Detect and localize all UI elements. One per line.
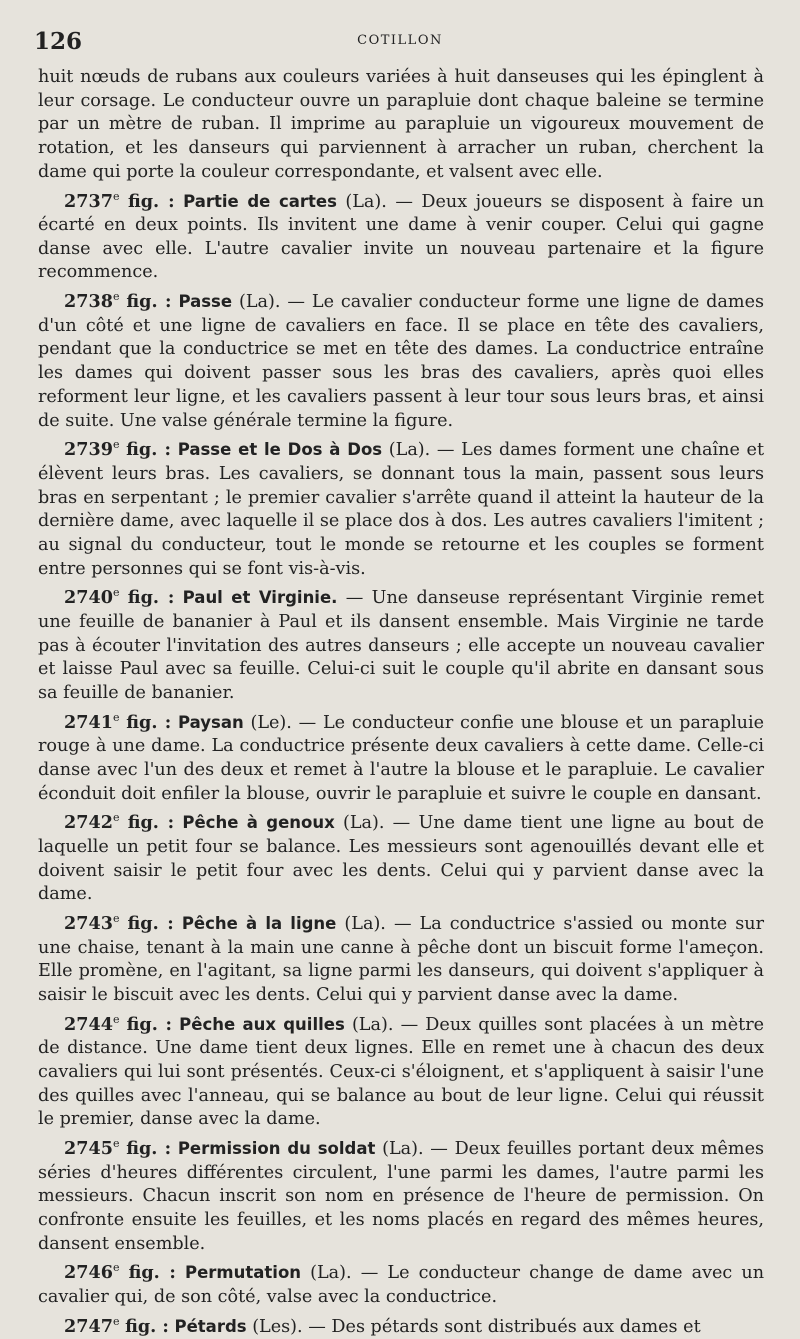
entry-2747: [38, 1310, 764, 1339]
entry-2738: [38, 285, 764, 433]
entry-number: 2739: [64, 439, 113, 461]
entry-2742: [38, 806, 764, 907]
entry-ordinal-suffix: e: [112, 1261, 120, 1275]
entry-number: 2738: [64, 291, 113, 313]
entry-fig-label: fig. :: [127, 190, 175, 212]
entry-title: Passe: [178, 292, 233, 312]
entry-text: — Des pétards sont distribués aux dames et: [308, 1316, 701, 1337]
entry-ordinal-suffix: e: [112, 438, 120, 452]
entry-2739: [38, 433, 764, 581]
entry-title: Permission du soldat: [177, 1138, 376, 1158]
entry-title: Paysan: [177, 712, 244, 732]
entry-number: 2746: [64, 1262, 113, 1284]
entry-fig-label: fig. :: [125, 1315, 169, 1337]
entry-text: — Le conducteur confie une blouse et un parapluie rouge à une dame. La conductrice présente deux cavaliers à cette dame. Celle-ci danse avec l'un des deux et remet à l'autre la blouse et le parapluie. Le cavalier éconduit doit enfiler la blouse, ouvrir le parapluie et suivre le couple en dansant.: [38, 712, 765, 804]
entry-article: (La).: [351, 1014, 394, 1035]
entry-fig-label: fig. :: [127, 812, 175, 834]
entry-number: 2747: [64, 1315, 113, 1337]
entry-2745: [38, 1132, 764, 1256]
entry-2746: [38, 1256, 764, 1309]
entry-number: 2740: [64, 587, 113, 609]
entry-number: 2741: [64, 711, 113, 733]
entry-ordinal-suffix: e: [112, 912, 120, 926]
entry-article: (La).: [388, 440, 431, 461]
entry-title: Partie de cartes: [183, 191, 337, 211]
entry-text: — Les dames forment une chaîne et élèvent leurs bras. Les cavaliers, se donnant tous la main, passent sous leurs bras en serpentant ; le premier cavalier s'arrête quand il atteint la hauteur de la dernière dame, avec laquelle il se place dos à dos. Les autres cavaliers l'imitent ; au signal du conducteur, tout le monde se retourne et les couples se forment entre personnes qui se font vis-à-vis.: [38, 440, 765, 579]
entry-2744: [38, 1008, 764, 1132]
entry-fig-label: fig. :: [126, 1013, 173, 1035]
entry-article: (Les).: [252, 1316, 303, 1337]
entry-ordinal-suffix: e: [112, 710, 120, 724]
entry-article: (La).: [344, 913, 386, 934]
entry-text: — Une danseuse représentant Virginie remet une feuille de bananier à Paul et ils dansent ensemble. Mais Virginie ne tarde pas à écouter l'invitation des autres danseurs ; elle accepte un nouveau cavalier et laisse Paul avec sa feuille. Celui-ci suit le couple qu'il abrite en dansant sous sa feuille de bananier.: [38, 588, 765, 704]
entry-fig-label: fig. :: [126, 1137, 172, 1159]
entry-ordinal-suffix: e: [112, 189, 120, 203]
continuation-paragraph: huit nœuds de rubans aux couleurs variées à huit danseuses qui les épinglent à leur corsage. Le conducteur ouvre un parapluie dont chaque baleine se termine par un mètre de ruban. Il imprime au parapluie un vigoureux mouvement de rotation, et les danseurs qui parviennent à arracher un ruban, cherchent la dame qui porte la couleur correspondante, et valsent avec elle.: [38, 67, 764, 182]
entry-article: (La).: [310, 1263, 352, 1284]
entry-text: — Deux quilles sont placées à un mètre de distance. Une dame tient deux lignes. Elle en remet une à chacun des deux cavaliers qui lui sont présentés. Ceux-ci s'éloignent, et s'appliquent à saisir l'une des quilles avec l'anneau, qui se balance au bout de leur ligne. Celui qui réussit le premier, danse avec la dame.: [38, 1014, 765, 1130]
entry-fig-label: fig. :: [127, 587, 175, 609]
entry-2743: [38, 907, 764, 1008]
entry-article: (La).: [342, 813, 385, 834]
entry-fig-label: fig. :: [126, 439, 172, 461]
entry-number: 2742: [64, 812, 113, 834]
entry-2741: [38, 706, 764, 807]
entry-article: (La).: [345, 191, 387, 212]
page-header: [0, 22, 800, 62]
entry-title: Permutation: [185, 1263, 302, 1283]
entry-title: Pêche à la ligne: [181, 913, 337, 933]
entry-title: Pétards: [174, 1316, 247, 1336]
entry-article: (La).: [238, 292, 281, 313]
entry-text: — Le conducteur change de dame avec un cavalier qui, de son côté, valse avec la conductrice.: [38, 1263, 765, 1308]
entry-article: (Le).: [250, 712, 292, 733]
entry-fig-label: fig. :: [128, 1262, 176, 1284]
entry-fig-label: fig. :: [127, 912, 174, 934]
entry-number: 2745: [64, 1137, 113, 1159]
entry-title: Paul et Virginie.: [182, 588, 338, 608]
entry-ordinal-suffix: e: [112, 811, 120, 825]
entry-fig-label: fig. :: [126, 711, 172, 733]
entry-text: — Une dame tient une ligne au bout de laquelle un petit four se balance. Les messieurs sont agenouillés devant elle et doivent saisir le petit four avec les dents. Celui qui y parvient danse avec la dame.: [38, 813, 764, 905]
entry-2740: [38, 581, 764, 705]
entry-article: (La).: [382, 1138, 424, 1159]
entry-number: 2743: [64, 912, 113, 934]
entry-title: Passe et le Dos à Dos: [177, 440, 383, 460]
body-text: [38, 66, 764, 1339]
running-title: COTILLON: [357, 33, 443, 48]
entry-text: — Le cavalier conducteur forme une ligne de dames d'un côté et une ligne de cavaliers en face. Il se place en tête des cavaliers, pendant que la conductrice se met en tête des dames. La conductrice entraîne les dames qui doivent passer sous les bras des cavaliers, après quoi elles reforment leur ligne, et les cavaliers passent à leur tour sous leurs bras, et ainsi de suite. Une valse générale termine la figure.: [38, 292, 765, 431]
entry-title: Pêche aux quilles: [179, 1014, 345, 1034]
entry-title: Pêche à genoux: [182, 813, 335, 833]
entry-number: 2737: [64, 190, 113, 212]
entry-ordinal-suffix: e: [112, 1137, 120, 1151]
entry-text: — La conductrice s'assied ou monte sur une chaise, tenant à la main une canne à pêche dont un biscuit forme l'ameçon. Elle promène, en l'agitant, sa ligne parmi les danseurs, qui doivent s'appliquer à saisir le biscuit avec les dents. Celui qui y parvient danse avec la dame.: [38, 913, 764, 1006]
entry-ordinal-suffix: e: [112, 290, 120, 304]
entry-ordinal-suffix: e: [112, 586, 120, 600]
entry-ordinal-suffix: e: [112, 1314, 120, 1328]
entry-number: 2744: [64, 1013, 113, 1035]
entry-text: — Deux joueurs se disposent à faire un écarté en deux points. Ils invitent une dame à venir couper. Celui qui gagne danse avec elle. L'autre cavalier invite un nouveau partenaire et la figure recommence.: [38, 191, 765, 283]
entry-fig-label: fig. :: [126, 291, 172, 313]
entry-ordinal-suffix: e: [112, 1012, 120, 1026]
page-number: 126: [34, 28, 83, 55]
entry-text: — Deux feuilles portant deux mêmes séries d'heures différentes circulent, l'une parmi les dames, l'autre parmi les messieurs. Chacun inscrit son nom en présence de l'heure de permission. On confronte ensuite les feuilles, et les noms placés en regard des mêmes heures, dansent ensemble.: [38, 1138, 765, 1254]
entry-2737: [38, 185, 764, 286]
